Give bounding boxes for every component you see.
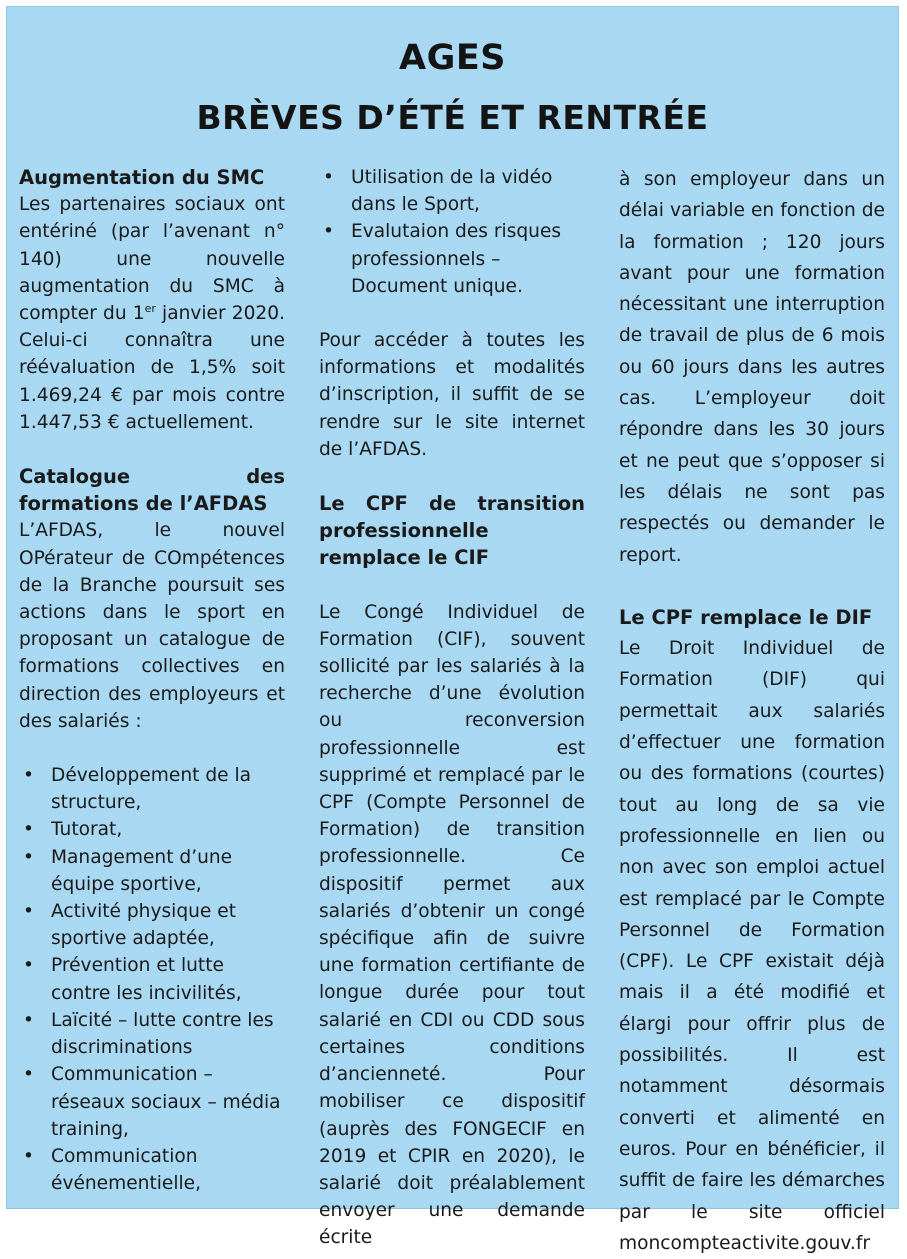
smc-heading: Augmentation du SMC (19, 166, 265, 189)
page-subtitle: BRÈVES D’ÉTÉ ET RENTRÉE (196, 98, 709, 137)
catalogue-list (19, 762, 285, 1197)
page-title: AGES (399, 38, 506, 78)
cpf-dif-heading: Le CPF remplace le DIF (619, 605, 873, 629)
list-item: • Développement de la structure, (19, 762, 285, 816)
column-1 (19, 164, 285, 1197)
cpf-dif-text: Le Droit Individuel de Formation (DIF) qui permettait aux salariés d’effectuer une formation ou des formations (courtes) tout au long de sa vie professionnelle en lien ou non avec son emploi actuel est remplacé par le Compte Personnel de Formation (CPF). Le CPF existait déjà mais il a été modifié et élargi pour offrir plus de possibilités. Il est notamment désormais converti et alimenté en euros. Pour en bénéficier, il suffit de faire les démarches par le site officiel moncompteactivite.gouv.fr (619, 638, 885, 1254)
list-item: • Communication – réseaux sociaux – média training, (19, 1061, 285, 1143)
column-2 (319, 164, 585, 1252)
cpf-transition-heading: Le CPF de transition professionnelle remplace le CIF (319, 492, 585, 570)
smc-text: Les partenaires sociaux ont entériné (par l’avenant n° 140) une nouvelle augmentation du SMC à compter du 1er janvier 2020. Celui-ci connaîtra une réévaluation de 1,5% soit 1.469,24 € par mois contre 1.447,53 € actuellement. (19, 194, 285, 433)
list-item: • Utilisation de la vidéo dans le Sport, (319, 164, 585, 218)
catalogue-list-continued (319, 164, 585, 300)
catalogue-outro: Pour accéder à toutes les informations et modalités d’inscription, il suffit de se rendre sur le site internet de l’AFDAS. (319, 330, 585, 460)
cpf-transition-text-continued: à son employeur dans un délai variable en fonction de la formation ; 120 jours avant pour une formation nécessitant une interruption de travail de plus de 6 mois ou 60 jours dans les autres cas. L’employeur doit répondre dans les 30 jours et ne peut que s’opposer si les délais ne sont pas respectés ou demander le report. (619, 169, 885, 566)
list-item: • Management d’une équipe sportive, (19, 844, 285, 898)
cpf-transition-text: Le Congé Individuel de Formation (CIF), souvent sollicité par les salariés à la recherche d’une évolution ou reconversion professionnelle est supprimé et remplacé par le CPF (Compte Personnel de Formation) de transition professionnelle. Ce dispositif permet aux salariés d’obtenir un congé spécifique afin de suivre une formation certifiante de longue durée pour tout salarié en CDI ou CDD sous certaines conditions d’ancienneté. Pour mobiliser ce dispositif (auprès des FONGECIF en 2019 et CPIR en 2020), le salarié doit préalablement envoyer une demande écrite (319, 601, 585, 1249)
list-item: • Activité physique et sportive adaptée, (19, 898, 285, 952)
list-item: • Prévention et lutte contre les incivilités, (19, 952, 285, 1006)
list-item: • Communication événementielle, (19, 1143, 285, 1197)
column-3 (619, 164, 885, 1259)
list-item: • Evalutaion des risques professionnels – Document unique. (319, 218, 585, 300)
catalogue-heading: Catalogue des formations de l’AFDAS (19, 465, 285, 516)
list-item: • Tutorat, (19, 816, 285, 843)
catalogue-intro: L’AFDAS, le nouvel OPérateur de COmpétences de la Branche poursuit ses actions dans le sport en proposant un catalogue de formations collectives en direction des employeurs et des salariés : (19, 520, 285, 732)
list-item: • Laïcité – lutte contre les discriminations (19, 1007, 285, 1061)
